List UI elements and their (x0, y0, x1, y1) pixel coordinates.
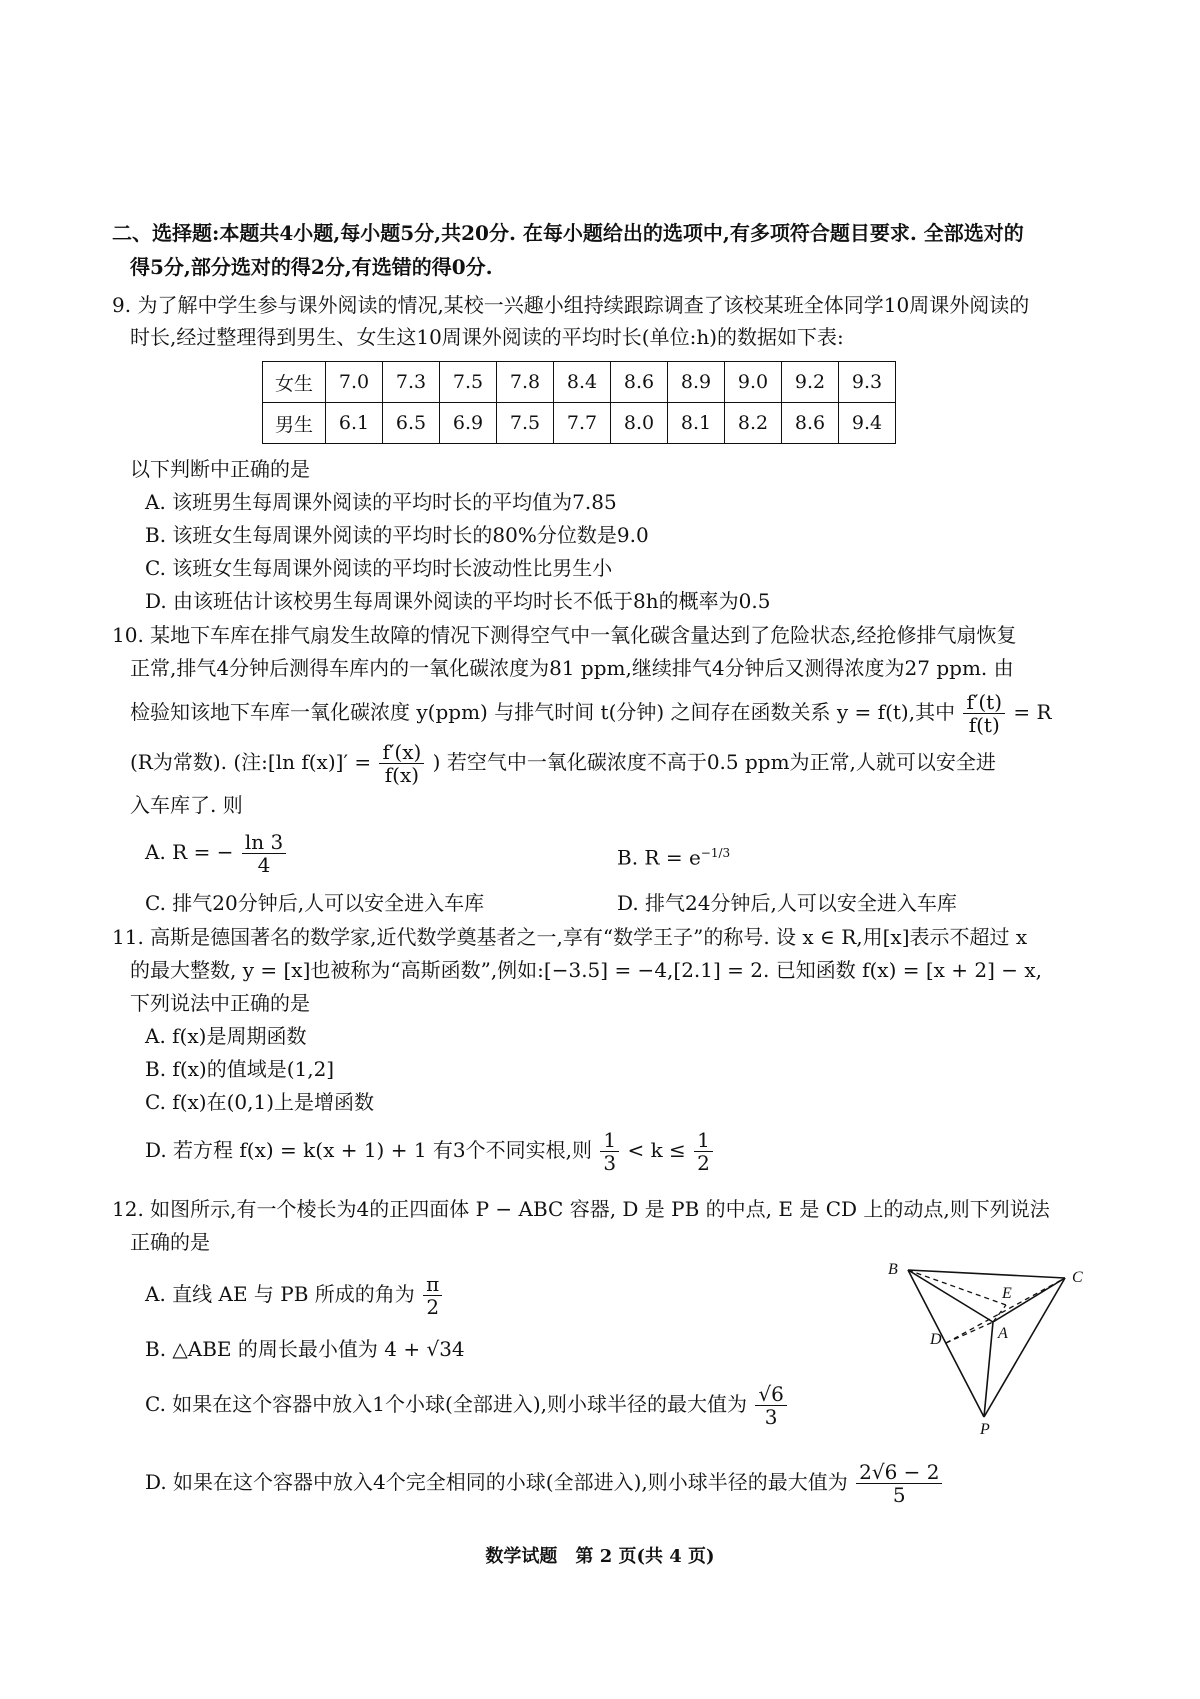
table-cell: 7.5 (497, 403, 554, 444)
table-cell: 9.3 (839, 362, 896, 403)
fraction-numerator: √6 (755, 1383, 786, 1406)
fraction (600, 1129, 619, 1174)
table-cell: 7.5 (440, 362, 497, 403)
q10-option-b-text: B. R = e (617, 845, 701, 870)
table-cell: 7.8 (497, 362, 554, 403)
fraction (755, 1383, 786, 1428)
table-cell: 9.0 (725, 362, 782, 403)
q11-option-d-text: D. 若方程 f(x) = k(x + 1) + 1 有3个不同实根,则 (145, 1138, 592, 1162)
q10-option-b (617, 838, 730, 873)
q12-option-a (145, 1270, 444, 1318)
q10-line2: 正常,排气4分钟后测得车库内的一氧化碳浓度为81 ppm,继续排气4分钟后又测得浓度为27 ppm. 由 (130, 656, 1014, 680)
q10-line1: 10. 某地下车库在排气扇发生故障的情况下测得空气中一氧化碳含量达到了危险状态,经抢修排气扇恢复 (112, 623, 1017, 647)
table-header-male: 男生 (263, 403, 326, 444)
inequality-symbols: < k ≤ (627, 1138, 686, 1162)
q10-line5: 入车库了. 则 (130, 793, 243, 817)
table-cell: 6.5 (383, 403, 440, 444)
q12-option-b: B. △ABE 的周长最小值为 4 + √34 (145, 1337, 465, 1361)
q10-line3 (130, 688, 1052, 736)
reading-time-table (262, 361, 896, 444)
q10-option-d: D. 排气24分钟后,人可以安全进入车库 (617, 891, 957, 915)
q9-option-a: A. 该班男生每周课外阅读的平均时长的平均值为7.85 (145, 490, 617, 514)
q11-line2: 的最大整数, y = [x]也被称为“高斯函数”,例如:[−3.5] = −4,[2.1] = 2. 已知函数 f(x) = [x + 2] − x, (130, 958, 1043, 982)
q11-option-b: B. f(x)的值域是(1,2] (145, 1057, 335, 1081)
point-label-d: D (930, 1331, 942, 1348)
fraction-denominator: 3 (603, 1151, 617, 1175)
fraction-numerator: 1 (600, 1129, 619, 1152)
q10-line3-tail: = R (1013, 700, 1052, 724)
table-cell: 6.1 (326, 403, 383, 444)
table-header-female: 女生 (263, 362, 326, 403)
fraction (423, 1273, 442, 1318)
q10-line4-text: (R为常数). (注:[ln f(x)]′ = (130, 750, 372, 774)
table-cell: 8.9 (668, 362, 725, 403)
q12-option-d (145, 1458, 944, 1506)
table-cell: 8.2 (725, 403, 782, 444)
vertex-label-p: P (980, 1421, 990, 1437)
section-header-line1: 二、选择题:本题共4小题,每小题5分,共20分. 在每小题给出的选项中,有多项符合题目要求. 全部选对的 (112, 221, 1024, 245)
edge-bc (908, 1270, 1065, 1278)
table-row-male (263, 403, 896, 444)
vertex-label-c: C (1072, 1269, 1083, 1286)
edge-bp (908, 1270, 984, 1417)
q12-option-d-text: D. 如果在这个容器中放入4个完全相同的小球(全部进入),则小球半径的最大值为 (145, 1470, 848, 1494)
section-header-line2: 得5分,部分选对的得2分,有选错的得0分. (130, 255, 493, 279)
segment-ad (946, 1322, 993, 1343)
vertex-label-a: A (998, 1325, 1008, 1342)
fraction-numerator: f′(t) (963, 691, 1005, 714)
q12-line2: 正确的是 (130, 1230, 210, 1254)
q10-line4-tail: ) 若空气中一氧化碳浓度不高于0.5 ppm为正常,人就可以安全进 (432, 750, 996, 774)
q12-option-c (145, 1380, 789, 1428)
fraction-denominator: f(x) (384, 763, 420, 787)
table-cell: 8.1 (668, 403, 725, 444)
q12-line1: 12. 如图所示,有一个棱长为4的正四面体 P − ABC 容器, D 是 PB 的中点, E 是 CD 上的动点,则下列说法 (112, 1197, 1050, 1221)
fraction (379, 741, 424, 786)
edge-cp (984, 1278, 1065, 1417)
q9-option-d: D. 由该班估计该校男生每周课外阅读的平均时长不低于8h的概率为0.5 (145, 589, 771, 613)
fraction (242, 831, 286, 876)
q10-option-a-text: A. R = − (145, 840, 234, 864)
fraction (963, 691, 1005, 736)
fraction-denominator: 4 (257, 853, 271, 877)
exponent: −1/3 (700, 846, 731, 860)
fraction-numerator: 2√6 − 2 (856, 1461, 942, 1484)
table-cell: 7.7 (554, 403, 611, 444)
vertex-label-b: B (888, 1262, 898, 1278)
table-cell: 8.6 (782, 403, 839, 444)
table-cell: 8.4 (554, 362, 611, 403)
segment-ae (993, 1305, 1006, 1322)
q10-option-c: C. 排气20分钟后,人可以安全进入车库 (145, 891, 485, 915)
fraction-denominator: f(t) (968, 713, 1000, 737)
table-cell: 7.0 (326, 362, 383, 403)
q9-option-b: B. 该班女生每周课外阅读的平均时长的80%分位数是9.0 (145, 523, 649, 547)
table-cell: 9.2 (782, 362, 839, 403)
table-cell: 8.0 (611, 403, 668, 444)
fraction (694, 1129, 713, 1174)
fraction-denominator: 2 (697, 1151, 710, 1175)
fraction-numerator: ln 3 (242, 831, 286, 854)
q11-option-c: C. f(x)在(0,1)上是增函数 (145, 1090, 375, 1114)
fraction-denominator: 5 (892, 1483, 906, 1507)
q10-option-a (145, 828, 288, 876)
q11-line1: 11. 高斯是德国著名的数学家,近代数学奠基者之一,享有“数学王子”的称号. 设 x ∈ R,用[x]表示不超过 x (112, 925, 1028, 949)
fraction-denominator: 2 (426, 1295, 440, 1319)
table-cell: 6.9 (440, 403, 497, 444)
q9-line2: 时长,经过整理得到男生、女生这10周课外阅读的平均时长(单位:h)的数据如下表: (130, 325, 844, 349)
fraction-denominator: 3 (764, 1405, 778, 1429)
q10-line4 (130, 738, 996, 786)
q9-line1: 9. 为了解中学生参与课外阅读的情况,某校一兴趣小组持续跟踪调查了该校某班全体同学10周课外阅读的 (112, 293, 1030, 317)
q11-line3: 下列说法中正确的是 (130, 991, 310, 1015)
q10-line3-text: 检验知该地下车库一氧化碳浓度 y(ppm) 与排气时间 t(分钟) 之间存在函数关系 y = f(t),其中 (130, 700, 956, 724)
q12-option-c-text: C. 如果在这个容器中放入1个小球(全部进入),则小球半径的最大值为 (145, 1392, 747, 1416)
fraction-numerator: 1 (694, 1129, 713, 1152)
table-cell: 7.3 (383, 362, 440, 403)
fraction-numerator: f′(x) (379, 741, 424, 764)
q9-option-c: C. 该班女生每周课外阅读的平均时长波动性比男生小 (145, 556, 613, 580)
table-cell: 9.4 (839, 403, 896, 444)
q12-option-a-text: A. 直线 AE 与 PB 所成的角为 (145, 1282, 415, 1306)
tetrahedron-figure (880, 1262, 1100, 1437)
fraction (856, 1461, 942, 1506)
q9-prompt: 以下判断中正确的是 (130, 457, 310, 481)
q11-option-a: A. f(x)是周期函数 (145, 1024, 307, 1048)
table-row-female (263, 362, 896, 403)
point-label-e: E (1002, 1285, 1012, 1302)
fraction-numerator: π (423, 1273, 442, 1296)
page-footer: 数学试题 第 2 页(共 4 页) (485, 1546, 715, 1567)
table-cell: 8.6 (611, 362, 668, 403)
q11-option-d (145, 1126, 715, 1174)
